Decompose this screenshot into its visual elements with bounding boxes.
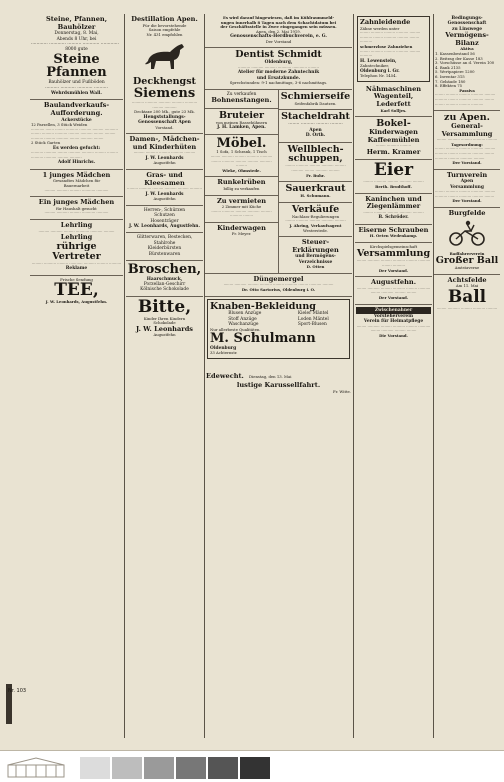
ad-headline: Dentist Schmidt: [235, 49, 322, 61]
ad-text: Augustfehn: [153, 196, 176, 202]
ad-subhead: Aktiva: [460, 46, 474, 52]
ad-text: Herren-, Schürzen: [143, 207, 186, 213]
split-row: [205, 90, 352, 273]
ad-headline: TEE,: [54, 280, 99, 301]
balance-row: 1. Kassenbestand 56: [435, 51, 475, 56]
ad-signature: Fr. Meyer.: [231, 231, 252, 237]
ad-subhead: und Bermögens-Verzeichnisse: [295, 254, 336, 265]
ad-signature: Fr. Witte.: [332, 388, 351, 394]
ad-text: Bauernarbeit: [63, 183, 90, 189]
ad-title: Düngemergel: [253, 274, 304, 283]
ad-title: Bedingungs-Genossenschaft: [447, 16, 487, 27]
ad-text: Schokolade: [153, 320, 176, 326]
balance-row: 8. Effekten 75: [435, 83, 463, 89]
ad-text: Abends 8 Uhr, bei: [56, 36, 97, 42]
ad-text: ·········· ·········· ········ ·········· ·········· ········· ········· ·········· ·········· ········· ··········: [31, 150, 118, 160]
ad-headline: zu Apen.: [444, 112, 490, 124]
ad-subhead: und Ersatzkunde.: [256, 75, 301, 81]
ad-signature: J. W. Leonhards: [145, 155, 184, 161]
ad-text: ········ ·········· ········· ·········· ········· ·········· ········ ·········· ········· ········: [356, 285, 431, 296]
color-patch: [112, 757, 142, 779]
ad-notice: [205, 14, 352, 48]
ad-title: Kleesamen: [144, 178, 185, 187]
ad-subhead: Verein für Heimatpflege: [363, 319, 424, 325]
ad-text: Saison empfehle: [148, 27, 181, 33]
ad-tee: [30, 276, 123, 308]
ad-title: Zu vermieten: [216, 196, 267, 205]
balance-row: 2. Beitrag der Kasse 183: [435, 55, 483, 61]
ad-sauerkraut: [279, 182, 352, 203]
ad-signature: Die Vorstand.: [379, 333, 408, 338]
ad-signature: H. Schumann.: [300, 193, 331, 199]
ad-destillation: [126, 14, 203, 134]
ad-signature: Seifenfabrik Dautzen.: [294, 100, 337, 106]
ad-text: ········ ·········· ········· ·········· ········· ·········· ········ ·········· ········· ········ ········ ·········· ········· ··········: [435, 92, 496, 107]
ad-bruteier: [205, 109, 278, 135]
ad-subhead: Reklame: [65, 266, 88, 272]
ad-text: ········ ·········· ········· ·········· ········· ·········· ········ ··········: [356, 258, 431, 269]
ad-text: Westerstede.: [303, 227, 328, 233]
ad-signature: J. W. Leonhards, Augustfehn.: [45, 299, 108, 305]
ad-text: ········ ·········· ········· ·········· ·········: [363, 209, 424, 215]
list-item: Loden Mäntel: [297, 316, 329, 322]
ad-waren: [126, 233, 203, 261]
ad-headline: Großer Ball: [435, 255, 499, 267]
ad-text: für Haushalt gesucht: [56, 205, 97, 211]
ad-text: der Geschäftsstelle in Zwee eingegangen sein müssen.: [220, 24, 337, 30]
ad-text: ········· ·········· ········· ··········· ·········· ·········: [38, 228, 115, 234]
ad-text: Nr. 431 empfohlen: [146, 31, 183, 37]
ad-title: Lehrling: [60, 233, 93, 242]
ad-title: Kinderwagen: [217, 223, 266, 232]
ad-text: Zu verkaufen: [226, 91, 257, 97]
ad-text: Schutzen: [154, 213, 175, 219]
ad-bohnen: [205, 90, 278, 109]
ad-signature: J. W. Leonhards: [145, 191, 184, 197]
ad-ball: [434, 275, 500, 315]
item-list-left: [228, 311, 261, 327]
ad-headline: Knaben-Bekleidung: [210, 300, 316, 312]
ad-text: 2 Stück Garten: [31, 140, 61, 146]
ad-subhead: Oldenburg,: [264, 60, 293, 66]
list-item: Stoff Anzüge: [228, 316, 257, 322]
ad-text: Augustfehn: [153, 332, 176, 338]
ad-text: ········ ·········· ········· ·········· ·········· ········ ·········· ········· ········· ·········· ·········: [210, 153, 273, 169]
ad-title: Damen-, Mädchen-: [129, 135, 200, 144]
ad-title: Augustfehn.: [371, 278, 416, 287]
column-3: [205, 14, 352, 738]
ad-zahnleidende: [357, 16, 430, 82]
ad-subhead: Hengststallungs-: [143, 114, 186, 120]
ad-headline: Deckhengst: [133, 76, 196, 88]
ad-gras: [126, 170, 203, 206]
ad-title: Ein junges Mädchen: [38, 198, 115, 207]
ad-title: Nähmaschinen: [365, 84, 422, 93]
ad-steuer: [279, 237, 352, 273]
ad-title: Kaffeemühlen: [367, 135, 420, 144]
ad-text: ········ ·········· ········· ·········· ········· ·········· ········ ·········· ········· ········: [435, 189, 496, 199]
ad-text: ········ ·········· ········· ·········· ·········: [436, 305, 498, 311]
ad-text: Apen: [309, 127, 322, 133]
ad-signature: Adolf Hinrichs.: [57, 160, 96, 166]
ad-verm: [205, 196, 278, 223]
ad-signature: D. Orth.: [305, 133, 326, 139]
ad-title: Edewecht.: [206, 371, 244, 380]
item-list-right: [298, 311, 329, 327]
ad-text: ··········· ······· ········ ·········· ·········· ········· ··········· ········ ·········· ·········· ········· ·········· ········ ········· ·········· ········· ·········· ········ ·········· ········: [31, 126, 118, 141]
ad-bedingungs: [434, 14, 500, 111]
ad-jung: [30, 197, 123, 220]
ad-headline: rührige Vertreter: [52, 240, 101, 262]
ad-title: Bauhölzer: [57, 22, 96, 31]
ad-title: Runkelrüben: [217, 178, 266, 187]
color-patch: [176, 757, 206, 779]
ad-text: ········ ·········· ········· ·········· ·········: [363, 179, 424, 185]
balance-row: 4. Bank 2135: [435, 64, 461, 70]
ad-text: Donnerstag, 8. Mai,: [54, 31, 99, 37]
ad-subhead: Passiva: [459, 87, 475, 93]
ad-text: ········· ·········· ········· ··········· ··········: [44, 187, 109, 193]
ad-wellblech: [279, 143, 352, 183]
ad-steine: [30, 14, 123, 100]
ad-subhead: Es werden gefucht:: [52, 145, 101, 151]
ad-text: Zähne werden unter: [360, 25, 400, 31]
column-2: [126, 14, 203, 738]
ad-versammlung: [355, 243, 432, 277]
balance-row: 3. Vorschüsse an d. Verein 100: [435, 60, 495, 66]
ad-signature: Der Vorstand.: [452, 160, 482, 166]
ad-headline: Eier: [373, 160, 414, 181]
ad-text: ········ ·········· ········· ·········· ········· ·········· ········ ·········· ········· ········ ·········· ········· ·········· ·········: [435, 146, 496, 161]
ad-text: ········ ·········· ········· ·········· ·········: [285, 218, 346, 224]
ad-title: Eiserne Schrauben: [358, 225, 429, 234]
ad-title: Burgfelde: [448, 209, 486, 218]
ad-headline: Siemens: [133, 86, 196, 102]
ad-subhead: Vermögens-Bilanz: [445, 31, 489, 47]
ad-signature: J. Ahring, Verkaufsagent: [289, 222, 342, 228]
ad-kaninchen: [355, 194, 432, 225]
ad-text: ········· ·········· ········· ··········· ·········· ········· ··········: [31, 260, 122, 266]
ad-text: 12 Parzellen, 3 Stück Weiden: [31, 121, 88, 127]
ad-text: billig zu verkaufen: [223, 185, 260, 191]
ad-text: von meinen Rassehühnern: [215, 119, 268, 125]
ad-headline: Wellblech-: [287, 143, 344, 155]
ad-zwischenahn: [355, 305, 432, 342]
ad-title: Bohnenstangen.: [211, 96, 272, 105]
ad-text: Amtstaverne: [454, 265, 480, 271]
ad-title: Steine, Pfannen,: [45, 15, 108, 23]
color-patch: [144, 757, 174, 779]
ad-signature: Der Vorstand: [265, 38, 292, 44]
ad-maedchen: [30, 170, 123, 197]
ad-bitte: [126, 297, 203, 341]
ad-subhead: Oldenburg i. Gr.: [360, 68, 400, 74]
ad-text: ········ ·········· ·········: [375, 143, 411, 149]
ad-burgfelde: [434, 208, 500, 275]
list-item: Kieler Mäntel: [297, 311, 329, 317]
ad-subhead: Apen: [460, 179, 474, 185]
horse-illustration: [140, 39, 190, 71]
ad-text: Kleiderbürsten: [147, 246, 182, 252]
ad-title: 1 junges Mädchen: [42, 170, 111, 179]
ad-schmierseife: [279, 90, 352, 111]
ad-signature: Der Vorstand.: [452, 198, 482, 204]
ad-text: Bürstenwaren: [148, 251, 181, 257]
ad-broschen: [126, 261, 203, 297]
ad-text: ········· ·········· ········· ·········· ········· ··········: [127, 186, 202, 192]
ad-hemden: [126, 206, 203, 234]
ad-title: Steuer-Erklärungen: [292, 238, 339, 254]
ad-title: Lederfett: [376, 99, 411, 108]
ad-kinderwagen: [355, 84, 432, 117]
ad-title: Wagenteil,: [373, 92, 414, 101]
knaben-items: [210, 311, 347, 327]
ad-mode: [126, 134, 203, 170]
ad-text: ········ ·········· ········· ·········· ········· ·········· ········: [211, 208, 272, 219]
ad-bauland: [30, 100, 123, 170]
page-number: Nr. 103: [8, 688, 27, 694]
ad-title: Gras- und: [146, 170, 183, 179]
ad-text: Hosenträger: [150, 218, 179, 224]
ad-signature: B. Schröder.: [378, 215, 409, 221]
ad-bokel: [355, 117, 432, 160]
ad-text: Kölnische Schokolade: [140, 287, 189, 293]
ad-text: Sprechstunden: 9-1 nachmittags, 3-6 nachmittags.: [229, 80, 328, 86]
ad-signature: Der Vorstand.: [378, 267, 409, 273]
ad-subhead: Vorsteherverein: [373, 314, 414, 319]
ad-text: ·········· ·········· ·········· ··········· ············ ·········: [238, 64, 319, 70]
list-item: Sport-Blusen: [297, 322, 327, 328]
ad-subhead: Atelier für moderne Zahntechnik: [237, 70, 320, 76]
ad-text: ········ ·········· ········· ·········: [288, 122, 343, 128]
ad-text: Zahntechniker,: [360, 63, 389, 69]
ad-headline: Schmierseife: [280, 90, 351, 102]
cyclist-illustration: [447, 220, 487, 246]
ad-title: Zahnleidende: [360, 18, 411, 26]
ad-subhead: Tagesordnung:: [451, 141, 483, 147]
ad-signature: Karl Solljes.: [380, 107, 407, 113]
ad-headline: M. Schulmann: [210, 331, 316, 347]
ad-title: Turnverein: [446, 170, 488, 179]
ad-dentist: [205, 48, 352, 89]
ad-signature: J. W. Leonhards, Augustfehn.: [128, 223, 200, 229]
ad-title: Lehrling: [60, 221, 93, 230]
ad-title: zu Linswege: [451, 26, 483, 32]
ad-text: Dienstag, den 13. Mai: [248, 373, 292, 379]
ad-subhead: Versammlung: [450, 184, 484, 190]
ad-text: Gewandtes Mädchen für: [52, 178, 101, 184]
ad-signature: D. Otten: [306, 264, 325, 270]
ad-headline: Ball: [447, 286, 487, 307]
ad-text: ·········· ·········· ·········· ·········· ·········· ········· ··········: [131, 99, 198, 110]
column-rule: [124, 14, 125, 738]
ad-signature: Herm. Kramer: [366, 147, 421, 156]
ad-headline: Pfannen: [46, 65, 107, 81]
balance-row: 6. Inventar 315: [435, 73, 465, 79]
ad-edewecht: [205, 361, 352, 397]
ad-lehrling: [30, 220, 123, 276]
ad-apen: [434, 111, 500, 170]
balance-row: 5. Wertpapiere 1200: [435, 69, 475, 75]
ad-text: Apen, den 2. Mai 1919.: [256, 28, 301, 34]
ad-subhead: Ackerstücke: [61, 117, 92, 123]
ad-text: Am 11. Mai: [455, 283, 479, 289]
ad-moebel: [205, 135, 278, 178]
ad-title: Genossenschafts-Herdbuchverein, e. G.: [230, 34, 327, 40]
ad-text: Frische Sendung: [60, 276, 93, 282]
column-4: [355, 14, 432, 738]
column-rule: [353, 14, 354, 738]
ad-text: Augustfehn: [153, 160, 176, 166]
ad-signature: Berth. Brodthoff.: [375, 183, 412, 189]
ad-subhead: Genossenschaft Apen: [138, 120, 191, 126]
ad-subhead: Haarschmuck,: [146, 276, 183, 282]
ad-title: Versammlung: [441, 129, 493, 138]
ad-headline: Bitte,: [137, 296, 192, 317]
ad-headline: Verkäufe: [291, 203, 340, 215]
ad-headline: Versammlung: [356, 248, 431, 260]
ad-text: Es wird darauf hingewiesen, daß im Kühlraummeld-: [222, 15, 335, 20]
list-item: Waschanzüge: [228, 322, 259, 328]
list-item: Blusen Anzüge: [228, 311, 262, 317]
ad-text: ············ ············ ·········· ············ ·············: [31, 42, 119, 47]
ad-text: 33 Achternstr.: [210, 350, 238, 356]
ad-headline: schuppen,: [288, 153, 343, 165]
ad-headline: Bokel-: [376, 118, 411, 130]
column-1: [30, 14, 123, 738]
ad-banner: Zwischenahner: [356, 307, 431, 314]
ad-text: Nachlass-Regulierungen: [291, 213, 340, 219]
ad-text: 8000 gute: [65, 47, 88, 53]
ad-headline: Broschen,: [127, 261, 202, 277]
ad-headline: Möbel.: [216, 135, 267, 151]
ad-headline: Steine: [53, 51, 100, 67]
ad-signature: J. H. Lamken, Apen.: [217, 125, 266, 131]
ad-augustfehn: [355, 277, 432, 304]
ad-duenger: [205, 273, 352, 297]
ad-text: schmerzlose Zahnziehen: [360, 43, 413, 49]
ad-text: Kirchspielsgemeinschaft: [369, 243, 418, 249]
ad-turnverein: [434, 170, 500, 208]
ad-headline: Sauerkraut: [285, 183, 346, 195]
ad-text: Porzellan-Geschirr: [143, 282, 186, 288]
ad-headline: lustige Karussellfahrt.: [236, 380, 321, 389]
color-patch: [240, 757, 270, 779]
ad-signature: H. Oeten Wedenkamp.: [369, 233, 418, 239]
ad-title: Destillation Apen.: [131, 15, 198, 23]
subcolumn-right: [279, 90, 352, 273]
ad-text: ········· ·········· ········· ·········· ·········: [133, 150, 196, 156]
ad-text: Nur allerbeste Qualitäten.: [210, 326, 261, 332]
ad-signature: Fr. Buhr.: [306, 172, 325, 178]
ad-signature: Wehrdsmühlen Wall.: [51, 90, 102, 96]
ad-text: 1 Sofa, 1 Schrank, 1 Tisch: [216, 149, 267, 155]
ad-title: Kinderwagen: [369, 128, 418, 137]
ad-text: Kinder Ihren Kindern: [143, 315, 186, 321]
color-patch: [208, 757, 238, 779]
ad-text: Glitterwaren, Bestecken, Stahlrohe: [136, 235, 193, 246]
library-logo-icon: [6, 757, 66, 779]
ad-title: Baulandverkaufs-: [43, 101, 110, 110]
ad-title: Kaninchen und: [365, 194, 422, 203]
ad-text: Bauhölzer und Fußböden: [48, 80, 105, 86]
ad-subhead: Oldenburg: [210, 345, 237, 351]
ad-text: ········ ·········· ········· ·········· ········· ··········: [360, 48, 421, 59]
ad-headline: Bruteier: [218, 109, 265, 121]
ad-eisenschrauben: [355, 225, 432, 243]
ad-signature: Der Vorstand.: [378, 295, 409, 300]
ad-title: Ziegenlämmer: [366, 202, 421, 211]
ad-text: ········ ·········· ········· ·········· ········· ·········· ········ ·········· ········· ········: [356, 323, 431, 334]
ad-text: Telephon Nr. 1454.: [360, 73, 397, 79]
ad-text: ungen innerhalb 8 Tagen nach dem Schachtdatum bei: [220, 19, 337, 25]
ad-signature: Wieke, Ohmstede.: [222, 167, 261, 173]
ad-stacheldraht: [279, 110, 352, 142]
ad-signature: Vorstand.: [155, 124, 174, 130]
ad-headline: Stacheldraht: [281, 111, 350, 123]
ad-title: Aufforderung.: [50, 108, 103, 117]
scanner-footer: [0, 750, 504, 782]
ad-text: ·········· ··········· ··········· ··········: [45, 85, 108, 91]
ad-signature: H. Lewenstein,: [360, 58, 397, 64]
ad-eier: [355, 160, 432, 193]
ad-signature: J. W. Leonhards: [135, 324, 194, 333]
ad-verkaeufe: [279, 203, 352, 237]
ad-signature: Dr. Otto Sartorius, Oldenburg i. O.: [241, 286, 316, 292]
ad-text: Decktaxe 200 Mk., gute 23 Mk.: [134, 109, 195, 115]
ad-text: ········ ·········· ········· ·········· ········· ·········· ········ ·········· ·········: [223, 282, 334, 288]
ad-runkel: [205, 177, 278, 195]
ad-text: Für die bevorstehende: [142, 22, 187, 28]
ad-text: ········· ·········· ········· ··········· ··········: [44, 210, 109, 216]
ad-text: ········ ·········· ········· ·········· ·········: [436, 137, 498, 143]
ad-title: und Kinderhüten: [132, 142, 197, 151]
ad-kinder: [205, 223, 278, 240]
ad-text: ········ ·········· ········· ·········· ········· ·········· ········ ·········· ········· ········ ··········: [360, 30, 421, 45]
ad-text: ········ ·········· ········· ·········· ········· ·········· ········ ·········· ·········: [285, 163, 346, 174]
balance-row: 7. Gebäude 180: [435, 78, 466, 84]
column-5: [434, 14, 500, 738]
ad-knaben: [207, 299, 350, 359]
ad-title: General-: [451, 122, 483, 131]
ad-text: 2 Zimmer mit Küche: [221, 204, 262, 210]
subcolumn-left: [205, 90, 279, 273]
ad-title: Achtsfelde: [447, 275, 487, 284]
color-patch: [80, 757, 110, 779]
ad-subhead: Radfahrerverein: [449, 250, 485, 256]
